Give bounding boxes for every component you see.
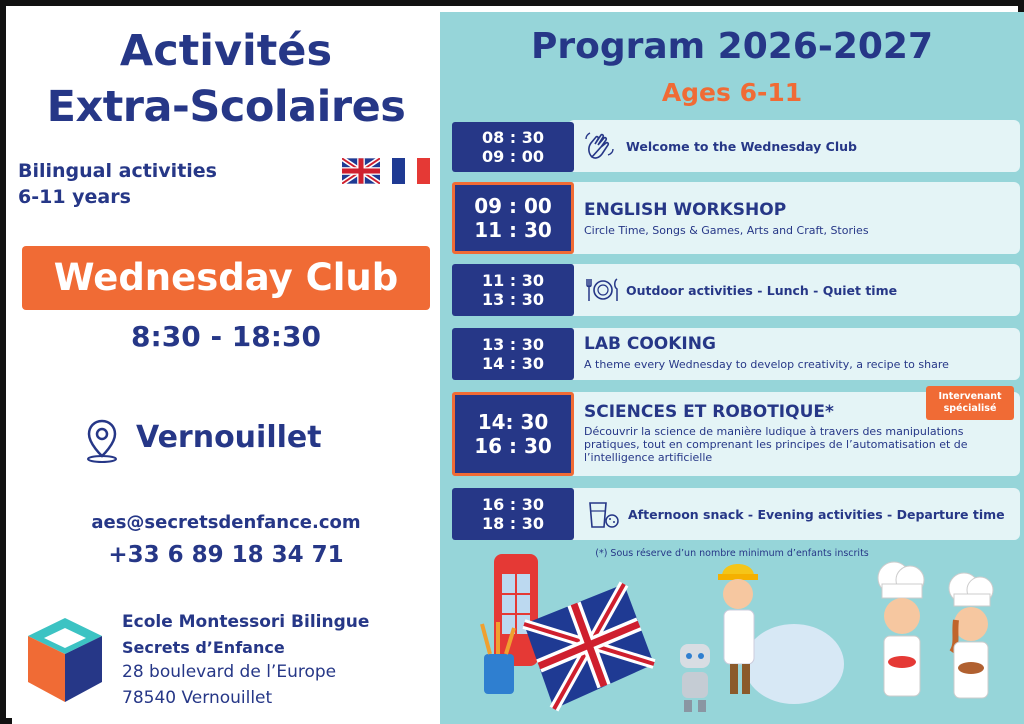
title-line-2: Extra-Scolaires [46, 82, 406, 132]
club-name-banner: Wednesday Club [22, 246, 430, 310]
activity-english-title: ENGLISH WORKSHOP [584, 200, 787, 220]
description-line-1: Découvrir la science de manière ludique à travers des manipulations [584, 425, 964, 438]
time-end: 14 : 30 [481, 354, 545, 373]
engineer-kid-illustration [718, 564, 844, 704]
club-hours: 8:30 - 18:30 [131, 320, 321, 353]
bilingual-line-2: 6-11 years [18, 186, 131, 208]
bilingual-tagline [18, 158, 217, 210]
activity-snack: Afternoon snack - Evening activities - Departure time [628, 507, 1005, 522]
time-start: 16 : 30 [481, 495, 545, 514]
time-slot-snack [452, 488, 574, 540]
description-line-2: pratiques, tout en comprenant les principes de l’automatisation et de [584, 438, 968, 451]
time-end: 16 : 30 [474, 434, 552, 458]
time-end: 13 : 30 [481, 290, 545, 309]
time-start: 09 : 00 [474, 194, 552, 218]
uk-book-illustration [524, 584, 654, 709]
specialist-badge [926, 386, 1014, 420]
plate-cutlery-icon [586, 273, 620, 307]
right-panel [440, 12, 1024, 724]
activity-english-description: Circle Time, Songs & Games, Arts and Craft, Stories [584, 224, 869, 237]
waving-hand-icon [582, 129, 616, 163]
contact-email[interactable]: aes@secretsdenfance.com [91, 512, 361, 533]
badge-line-1: Intervenant [938, 391, 1002, 402]
school-subtitle: Secrets d’Enfance [122, 638, 285, 657]
time-end: 09 : 00 [481, 147, 545, 166]
time-start: 11 : 30 [481, 271, 545, 290]
bilingual-line-1: Bilingual activities [18, 160, 217, 182]
time-start: 13 : 30 [481, 335, 545, 354]
time-end: 11 : 30 [474, 218, 552, 242]
activity-robotics-title: SCIENCES ET ROBOTIQUE* [584, 402, 834, 422]
ages-label: Ages 6-11 [661, 78, 803, 107]
activity-robotics-description [584, 425, 968, 464]
time-slot-lunch [452, 264, 574, 316]
time-start: 14: 30 [477, 410, 549, 434]
time-slot-robotics [452, 392, 574, 476]
uk-flag-icon [342, 158, 380, 184]
time-slot-welcome [452, 122, 574, 172]
chef-girl-illustration [949, 573, 993, 698]
chef-boy-illustration [878, 562, 924, 696]
description-line-3: l’intelligence artificielle [584, 451, 713, 464]
time-end: 18 : 30 [481, 514, 545, 533]
activity-cooking-title: LAB COOKING [584, 334, 716, 354]
location-pin-icon [84, 418, 120, 464]
robot-illustration [680, 644, 710, 712]
contact-phone[interactable]: +33 6 89 18 34 71 [108, 542, 344, 568]
footnote: (*) Sous réserve d’un nombre minimum d’enfants inscrits [595, 548, 869, 559]
time-start: 08 : 30 [481, 128, 545, 147]
address-city: 78540 Vernouillet [122, 688, 273, 708]
program-title: Program 2026-2027 [530, 26, 934, 67]
title-line-1: Activités [119, 26, 333, 76]
badge-line-2: spécialisé [943, 403, 997, 414]
activity-cooking-description: A theme every Wednesday to develop creativity, a recipe to share [584, 358, 949, 371]
school-name: Ecole Montessori Bilingue [122, 612, 370, 632]
school-logo-cube-icon [24, 614, 106, 706]
time-slot-english [452, 182, 574, 254]
fr-flag-icon [392, 158, 430, 184]
time-slot-cooking [452, 328, 574, 380]
address-street: 28 boulevard de l’Europe [122, 662, 337, 682]
snack-cup-icon [586, 497, 620, 531]
kids-activities-illustration [454, 544, 1020, 724]
phone-box-illustration [494, 554, 538, 666]
left-panel [12, 12, 440, 724]
location-town: Vernouillet [136, 420, 322, 455]
activity-welcome: Welcome to the Wednesday Club [626, 139, 857, 154]
activity-lunch: Outdoor activities - Lunch - Quiet time [626, 283, 898, 298]
